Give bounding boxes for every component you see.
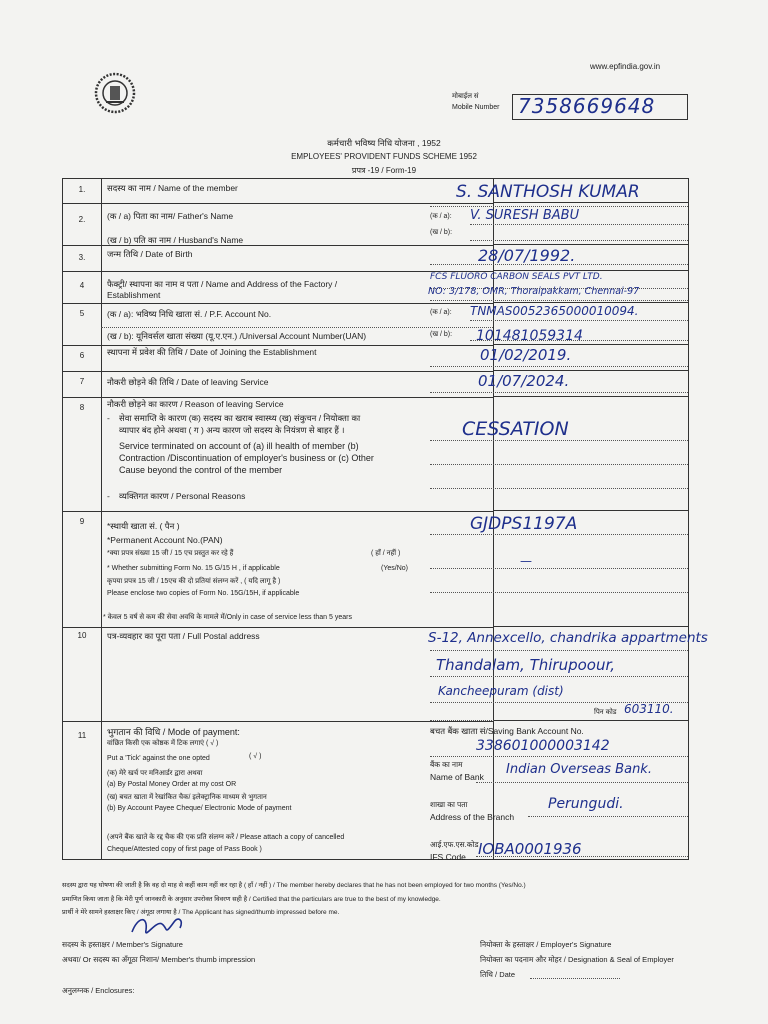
husband-name-label: (ख / b) पति का नाम / Husband's Name [107, 235, 244, 245]
form15-copy: Please enclose two copies of Form No. 15G/15H, if applicable [107, 590, 300, 597]
thumb-impression-label: अथवा/ Or सदस्य का अँगूठा निशान/ Member's thumb impression [62, 955, 256, 964]
pf-account-label: (क / a): भविष्य निधि खाता सं. / P.F. Account No. [107, 309, 272, 319]
leaving-reason-label: नौकरी छोड़ने का कारण / Reason of leaving Service [107, 399, 284, 409]
tick-mark: ( √ ) [249, 753, 262, 760]
row-number: 7 [79, 377, 85, 386]
row-number: 5 [79, 309, 85, 318]
member-signature-label: सदस्य के हस्ताक्षर / Member's Signature [62, 940, 183, 949]
form-table: 1. सदस्य का नाम / Name of the member 2. (क / a) पिता का नाम/ Father's Name (ख / b) पति का नाम / Husband's Name 3. जन्म तिथि / Date of Birth 4 फैक्ट्री/ स्थापना का नाम व पता / Name and Address of the Factory / Establishment 5 (क / a): भविष्य निधि खाता सं. / P.F. Account No. (ख / b): यूनिवर्सल खाता संख्या (यू.ए.एन.) /Universal Account Number(UAN) 6 स्थापना में प्रवेश की तिथि / Date of Joining the Establishment 7 नौकरी छोड़ने की तिथि / Date of leaving Service 8 नौकरी छोड़ने का कारण / Reason of leaving Service - सेवा समाप्ति के कारण (क) सदस्य का खराब स्वास्थ्य (ख) संकुचन / नियोक्ता का व्यापार बंद होने अथवा ( ग ) अन्य कारण जो सदस्य के नियंत्रण से बाहर हैं । Service terminated on account of (a) ill health of member (b) Contraction /Discontinuation of employer's business or (c) Other Cause beyond the control of the member - व्यक्तिगत कारण / Personal Reasons 9 *स्थायी खाता सं. ( पैन ) *Permanent Account No.(PAN) *क्या प्रपत्र संख्या 15 जी / 15 एच प्रस्तुत कर रहे हैं ( हाँ / नहीं ) * Whether submitting Form No. 15 G/15 H , if applicable (Yes/No) कृपया प्रपत्र 15 जी / 15एच की दो प्रतियां संलग्न करें , ( यदि लागू है ) Please enclose two copies of Form No. 15G/15H, if applicable * केवल 5 वर्ष से कम की सेवा अवधि के मामले में/Only in case of service less than 5 years 10 पत्र-व्यवहार का पूरा पता / Full Postal address 11 भुगतान की विधि / Mode of payment: वांछित किसी एक कोष्ठक में टिक लगाएं ( √ ) Put a 'Tick' against the one opted ( √ ) (क) मेरे खर्च पर मनिआर्डर द्वारा अथवा (a) By Postal Money Order at my cost OR (ख) बचत खाता में रेखांकित चैक/ इलेक्ट्रानिक माध्यम से भुगतान (b) By Account Payee Cheque/ Electronic Mode of payment (अपने बैंक खाते के रद्द चैक की एक प्रति संलग्न करें / Please attach a copy of cancelled Cheque/Attested copy of first page of Pass Book ) [62, 178, 494, 860]
option-b-hi: (ख) बचत खाता में रेखांकित चैक/ इलेक्ट्रानिक माध्यम से भुगतान [107, 794, 267, 801]
establishment-label: Establishment [107, 290, 161, 300]
employer-seal-label: नियोक्ता का पदनाम और मोहर / Designation & Seal of Employer [480, 955, 674, 964]
address-line-3: Kancheepuram (dist) [438, 684, 564, 698]
ifs-label: IFS Code [430, 852, 466, 862]
form15-label: * Whether submitting Form No. 15 G/15 H , if applicable [107, 565, 280, 572]
row-number: 9 [79, 517, 85, 526]
form15-yesno-hi: ( हाँ / नहीं ) [371, 550, 401, 557]
form15-copy-hi: कृपया प्रपत्र 15 जी / 15एच की दो प्रतियां संलग्न करें , ( यदि लागू है ) [107, 578, 281, 585]
attach-note: (अपने बैंक खाते के रद्द चैक की एक प्रति संलग्न करें / Please attach a copy of cancelled [107, 834, 345, 841]
payment-mode-label: भुगतान की विधि / Mode of payment: [107, 727, 240, 737]
personal-reasons-label: व्यक्तिगत कारण / Personal Reasons [119, 491, 246, 501]
reason-hi-1: सेवा समाप्ति के कारण (क) सदस्य का खराब स्वास्थ्य (ख) संकुचन / नियोक्ता का [119, 413, 361, 423]
member-name-label: सदस्य का नाम / Name of the member [107, 183, 238, 193]
branch-label-hi: शाखा का पता [430, 800, 468, 809]
sb-account-value: 338601000003142 [476, 738, 610, 754]
declaration-2: प्रमाणित किया जाता है कि मेरी पूर्ण जानकारी के अनुसार उपरोक्त विवरण सही है / Certified that the particulars are true to the best of my knowledge. [62, 896, 441, 903]
tick-label: Put a 'Tick' against the one opted [107, 755, 210, 762]
website-url: www.epfindia.gov.in [590, 62, 661, 71]
dob-value: 28/07/1992. [478, 246, 576, 265]
ifs-label-hi: आई.एफ.एस.कोड [430, 840, 479, 849]
ifs-value: IOBA0001936 [478, 840, 582, 858]
branch-value: Perungudi. [548, 796, 624, 812]
joining-date-value: 01/02/2019. [480, 346, 572, 364]
branch-label: Address of the Branch [430, 812, 515, 822]
reason-en-3: Cause beyond the control of the member [119, 465, 283, 475]
emblem-icon [94, 72, 136, 114]
factory-name-value: FCS FLUORO CARBON SEALS PVT LTD. [430, 272, 603, 282]
reason-hi-2: व्यापार बंद होने अथवा ( ग ) अन्य कारण जो सदस्य के नियंत्रण से बाहर हैं । [119, 425, 345, 435]
joining-date-label: स्थापना में प्रवेश की तिथि / Date of Joining the Establishment [107, 347, 317, 357]
row-number: 11 [77, 731, 87, 740]
member-name-value: S. SANTHOSH KUMAR [456, 182, 640, 202]
enclosures-label: अनुलग्नक / Enclosures: [62, 986, 135, 995]
bank-name-label-hi: बैंक का नाम [430, 760, 463, 769]
row-number: 10 [77, 631, 87, 640]
factory-label: फैक्ट्री/ स्थापना का नाम व पता / Name and Address of the Factory / [107, 279, 338, 289]
form15-value: — [520, 554, 532, 568]
tick-hi: वांछित किसी एक कोष्ठक में टिक लगाएं ( √ ) [107, 740, 219, 747]
epfo-logo [94, 72, 136, 114]
mobile-label-hi: मोबाईल सं [452, 93, 479, 100]
option-b: (b) By Account Payee Cheque/ Electronic Mode of payment [107, 805, 292, 812]
uan-label: (ख / b): यूनिवर्सल खाता संख्या (यू.ए.एन.) /Universal Account Number(UAN) [107, 331, 367, 341]
father-name-label: (क / a) पिता का नाम/ Father's Name [107, 211, 234, 221]
form15-yesno: (Yes/No) [381, 565, 408, 572]
pf-account-value: TNMAS0052365000010094. [470, 304, 639, 318]
scheme-title-hi: कर्मचारी भविष्य निधि योजना , 1952 [327, 138, 441, 148]
attach-note-2: Cheque/Attested copy of first page of Pass Book ) [107, 846, 262, 853]
reason-en-2: Contraction /Discontinuation of employer's business or (c) Other [119, 453, 374, 463]
date-label: तिथि / Date [480, 970, 516, 979]
pan-label-hi: *स्थायी खाता सं. ( पैन ) [107, 521, 180, 531]
bank-name-label: Name of Bank [430, 772, 484, 782]
employer-signature-label: नियोक्ता के हस्ताक्षर / Employer's Signature [480, 940, 612, 949]
father-name-value: V. SURESH BABU [470, 208, 580, 223]
postal-address-label: पत्र-व्यवहार का पूरा पता / Full Postal address [107, 631, 260, 641]
father-tag: (क / a): [430, 213, 452, 220]
pin-label: पिन कोड [594, 709, 617, 716]
service-note: * केवल 5 वर्ष से कम की सेवा अवधि के मामले में/Only in case of service less than 5 years [103, 614, 352, 621]
option-a: (a) By Postal Money Order at my cost OR [107, 781, 237, 788]
option-a-hi: (क) मेरे खर्च पर मनिआर्डर द्वारा अथवा [107, 770, 203, 777]
mobile-number-value: 7358669648 [518, 94, 656, 118]
pan-label: *Permanent Account No.(PAN) [107, 535, 223, 545]
mobile-label: Mobile Number [452, 104, 500, 111]
address-line-1: S-12, Annexcello, chandrika appartments [428, 630, 708, 646]
pin-value: 603110. [624, 702, 674, 716]
factory-address-value: NO: 3/178, OMR, Thoraipakkam, Chennai-97 [428, 286, 640, 297]
dob-label: जन्म तिथि / Date of Birth [107, 249, 193, 259]
row-number: 6 [79, 351, 85, 360]
husband-tag: (ख / b): [430, 229, 453, 236]
row-number: 3. [78, 253, 86, 262]
pf-tag: (क / a): [430, 309, 452, 316]
uan-tag: (ख / b): [430, 331, 453, 338]
sb-account-label: बचत बैंक खाता सं/Saving Bank Account No. [430, 726, 584, 736]
row-number: 4 [79, 281, 85, 290]
leaving-reason-value: CESSATION [462, 418, 569, 440]
row-number: 1. [78, 185, 86, 194]
declaration-1: सदस्य द्वारा यह घोषणा की जाती है कि वह दो माह से कहीं काम नहीं कर रहा है ( हाँ / नहीं ) / The member hereby declares that he has not been employed for two months (Yes/No.) [62, 882, 526, 889]
row-number: 8 [79, 403, 85, 412]
reason-en-1: Service terminated on account of (a) ill health of member (b) [119, 441, 359, 451]
leaving-date-value: 01/07/2024. [478, 372, 570, 390]
bank-name-value: Indian Overseas Bank. [506, 762, 652, 777]
scheme-title: EMPLOYEES' PROVIDENT FUNDS SCHEME 1952 [291, 152, 477, 161]
row-number: 2. [78, 215, 86, 224]
address-line-2: Thandalam, Thirupoour, [436, 656, 616, 674]
pan-value: GJDPS1197A [470, 514, 578, 534]
form-number: प्रपत्र -19 / Form-19 [351, 166, 417, 175]
declaration-3: प्रार्थी ने मेरे सामने हस्ताक्षर किए / अंगूठा लगाया है / The Applicant has signed/thumb impressed before me. [62, 909, 340, 916]
leaving-date-label: नौकरी छोड़ने की तिथि / Date of leaving Service [107, 377, 269, 387]
uan-value: 101481059314 [476, 328, 583, 344]
form15-label-hi: *क्या प्रपत्र संख्या 15 जी / 15 एच प्रस्तुत कर रहे हैं [107, 550, 234, 557]
